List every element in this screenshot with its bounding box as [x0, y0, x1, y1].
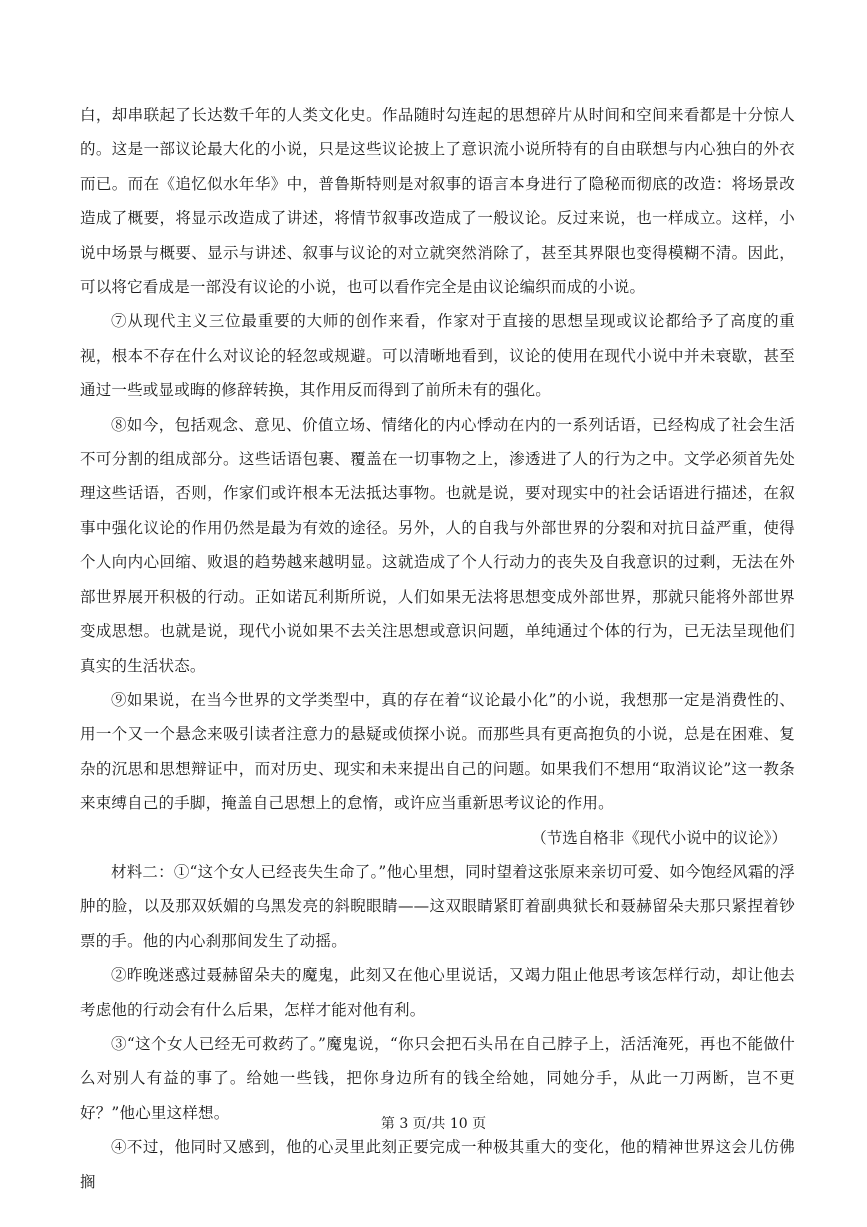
- paragraph-8: ⑧如今，包括观念、意见、价值立场、情绪化的内心悸动在内的一系列话语，已经构成了社会生活不可分割的组成部分。这些话语包裹、覆盖在一切事物之上，渗透进了人的行为之中。文学必须首先处理这些话语，否则，作家们或许根本无法抵达事物。也就是说，要对现实中的社会话语进行描述，在叙事中强化议论的作用仍然是最为有效的途径。另外，人的自我与外部世界的分裂和对抗日益严重，使得个人向内心回缩、败退的趋势越来越明显。这就造成了个人行动力的丧失及自我意识的过剩，无法在外部世界展开积极的行动。正如诺瓦利斯所说，人们如果无法将思想变成外部世界，那就只能将外部世界变成思想。也就是说，现代小说如果不去关注思想或意识问题，单纯通过个体的行为，已无法呈现他们真实的生活状态。: [80, 415, 795, 675]
- material2-paragraph-3: ③“这个女人已经无可救药了。”魔鬼说，“你只会把石头吊在自己脖子上，活活淹死，再也不能做什么对别人有益的事了。给她一些钱，把你身边所有的钱全给她，同她分手，从此一刀两断，岂不更好？”他心里这样想。: [80, 1034, 795, 1122]
- page-body: [80, 98, 795, 1199]
- material2-paragraph-1: 材料二：①“这个女人已经丧失生命了。”他心里想，同时望着这张原来亲切可爱、如今饱经风霜的浮肿的脸，以及那双妖媚的乌黑发亮的斜睨眼睛——这双眼睛紧盯着副典狱长和聂赫留朵夫那只紧捏着钞票的手。他的内心刹那间发生了动摇。: [80, 862, 795, 950]
- paragraph-continued: 白，却串联起了长达数千年的人类文化史。作品随时勾连起的思想碎片从时间和空间来看都是十分惊人的。这是一部议论最大化的小说，只是这些议论披上了意识流小说所特有的自由联想与内心独白的外衣而已。而在《追忆似水年华》中，普鲁斯特则是对叙事的语言本身进行了隐秘而彻底的改造：将场景改造成了概要，将显示改造成了讲述，将情节叙事改造成了一般议论。反过来说，也一样成立。这样，小说中场景与概要、显示与讲述、叙事与议论的对立就突然消除了，甚至其界限也变得模糊不清。因此，可以将它看成是一部没有议论的小说，也可以看作完全是由议论编织而成的小说。: [80, 106, 795, 297]
- material2-paragraph-4: ④不过，他同时又感到，他的心灵里此刻正要完成一种极其重大的变化，他的精神世界这会儿仿佛搁: [80, 1138, 795, 1191]
- source-citation: （节选自格非《现代小说中的议论》）: [531, 828, 787, 847]
- paragraph-9: ⑨如果说，在当今世界的文学类型中，真的存在着“议论最小化”的小说，我想那一定是消费性的、用一个又一个悬念来吸引读者注意力的悬疑或侦探小说。而那些具有更高抱负的小说，总是在困难、复杂的沉思和思想辩证中，而对历史、现实和未来提出自己的问题。如果我们不想用“取消议论”这一教条来束缚自己的手脚，掩盖自己思想上的怠惰，或许应当重新思考议论的作用。: [80, 690, 795, 813]
- material2-paragraph-2: ②昨晚迷惑过聂赫留朵夫的魔鬼，此刻又在他心里说话，又竭力阻止他思考该怎样行动，却让他去考虑他的行动会有什么后果，怎样才能对他有利。: [80, 966, 795, 1019]
- paragraph-7: ⑦从现代主义三位最重要的大师的创作来看，作家对于直接的思想呈现或议论都给予了高度的重视，根本不存在什么对议论的轻忽或规避。可以清晰地看到，议论的使用在现代小说中并未衰歇，甚至通过一些或显或晦的修辞转换，其作用反而得到了前所未有的强化。: [80, 312, 795, 400]
- page-number-footer: 第 3 页/共 10 页: [380, 1116, 487, 1132]
